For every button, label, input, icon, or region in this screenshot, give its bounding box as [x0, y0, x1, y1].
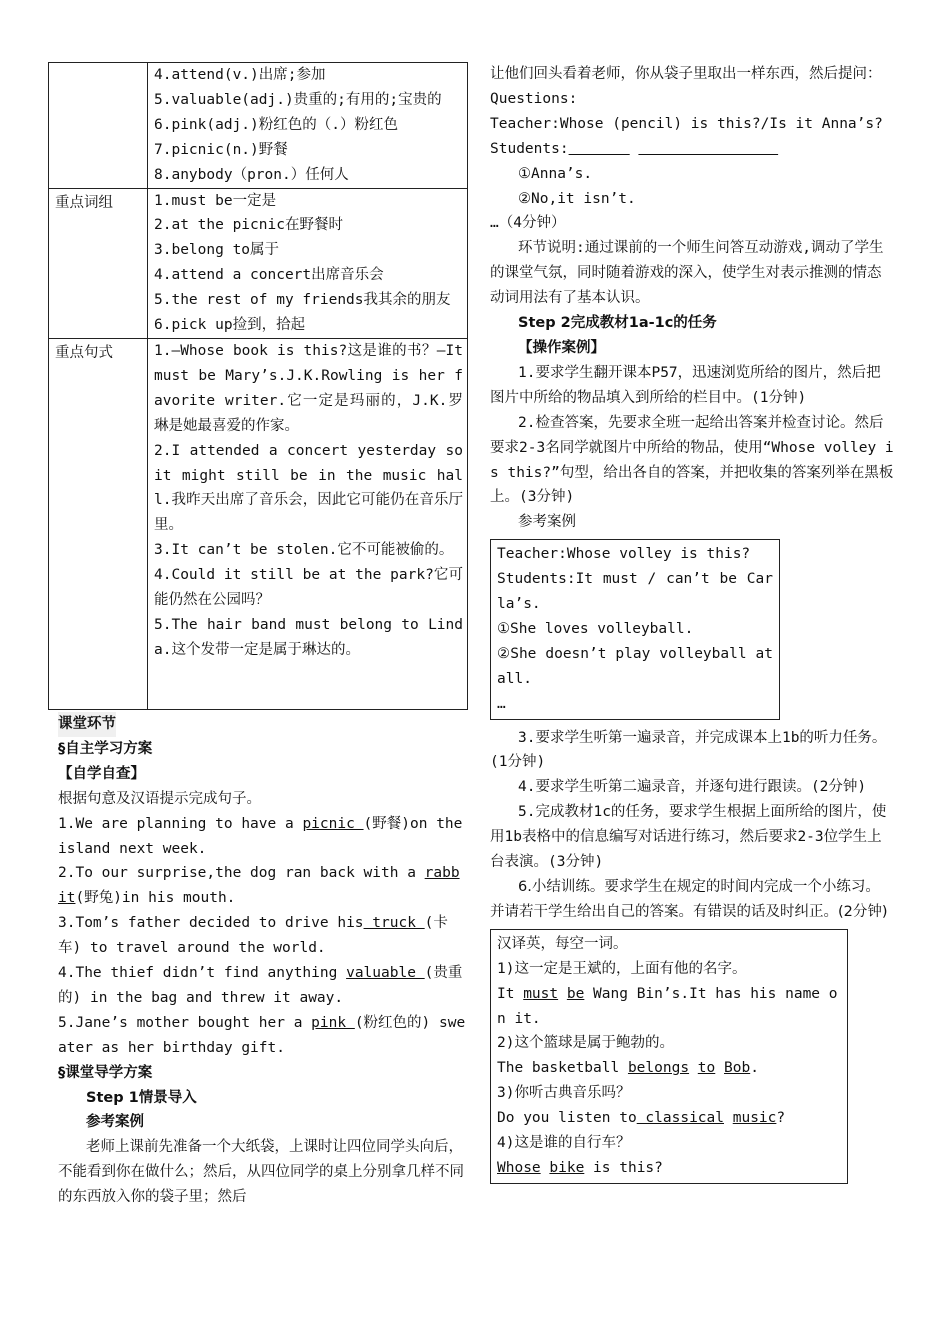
students-line	[490, 137, 894, 162]
list-item: 4.attend(v.)出席;参加	[154, 67, 326, 83]
answer-text: It	[497, 985, 524, 1002]
answer-blank: pink	[311, 1014, 355, 1031]
self-study-section	[48, 712, 472, 1210]
list-item: 1.must be一定是	[154, 192, 277, 209]
operation-case-label: 【操作案例】	[518, 339, 605, 356]
students-label: Students:	[490, 140, 569, 157]
exercise-answer	[497, 1156, 841, 1181]
answer-text: ?	[776, 1110, 786, 1127]
exercise-sentence	[58, 812, 472, 862]
step2-title: Step 2完成教材1a-1c的任务	[518, 315, 717, 332]
list-item: 8.anybody（pron.）任何人	[154, 166, 349, 183]
instruction: 根据句意及汉语提示完成句子。	[58, 790, 261, 807]
sentence-text: (贵重的) in the bag and threw it away.	[58, 965, 463, 1006]
list-item: 4.attend a concert出席音乐会	[154, 267, 384, 284]
sentence-text: 2.To our surprise,the dog ran back with a	[58, 865, 425, 882]
self-check-title: 【自学自查】	[58, 765, 145, 782]
exercise-answer	[497, 1056, 841, 1081]
exercise-question: 1)这一定是王斌的，上面有他的名字。	[497, 960, 747, 977]
answer-blank: truck	[363, 915, 425, 932]
answer-option: ①Anna’s.	[518, 165, 593, 182]
exercise-question: 3)你听古典音乐吗？	[497, 1085, 631, 1102]
list-item: 7.picnic(n.)野餐	[154, 141, 288, 158]
answer-blank: valuable	[346, 965, 425, 982]
answer-blank: belongs	[627, 1060, 690, 1077]
answer-blank: bike	[549, 1159, 585, 1176]
list-item: 3.belong to属于	[154, 242, 280, 259]
box-line: ②She doesn’t play volleyball at all.	[497, 645, 782, 687]
classroom-title: 课堂环节	[58, 712, 116, 737]
answer-blank	[569, 141, 630, 157]
list-item: 2.at the picnic在野餐时	[154, 217, 343, 234]
box-line: ①She loves volleyball.	[497, 620, 694, 637]
box-line: …	[497, 695, 506, 712]
answer-blank: classical	[636, 1110, 724, 1127]
list-item: 5.The hair band must belong to Linda.这个发带一定是属于琳达的。	[154, 616, 463, 658]
reference-example-box	[490, 539, 780, 719]
step1-title: Step 1情景导入	[86, 1089, 197, 1106]
exercise-answer	[497, 1106, 841, 1131]
exercise-sentence	[58, 961, 468, 1011]
time-note: …（4分钟）	[490, 215, 566, 232]
teacher-question: Teacher:Whose (pencil) is this?/Is it Anna’s?	[490, 115, 883, 132]
answer-blank: must	[523, 985, 559, 1002]
paragraph: 3.要求学生听第一遍录音，并完成课本上1b的听力任务。(1分钟)	[490, 729, 887, 771]
list-item: 2.I attended a concert yesterday so it might still be in the music hall.我昨天出席了音乐会，因此它可能仍在音乐厅里。	[154, 442, 472, 534]
paragraph: 4.要求学生听第二遍录音，并逐句进行跟读。(2分钟)	[518, 779, 867, 796]
reference-case-label: 参考案例	[518, 514, 576, 531]
answer-blank: be	[566, 985, 585, 1002]
answer-blank: to	[697, 1060, 716, 1077]
paragraph: 1.要求学生翻开课本P57，迅速浏览所给的图片，然后把图片中所给的物品填入到所给的栏目中。(1分钟)	[490, 364, 881, 406]
answer-blank: picnic	[302, 815, 364, 832]
exercise-question: 2)这个篮球是属于鲍勃的。	[497, 1035, 674, 1052]
exercise-answer	[497, 982, 841, 1032]
vocabulary-table	[48, 62, 472, 710]
guide-title: §课堂导学方案	[58, 1064, 153, 1081]
answer-text: .	[750, 1060, 759, 1077]
answer-text: is this?	[584, 1159, 663, 1176]
self-study-title: §自主学习方案	[58, 740, 153, 757]
answer-blank	[638, 141, 778, 157]
section-heading	[58, 712, 468, 737]
sentence-text: (粉红色的) sweater as her birthday gift.	[58, 1014, 466, 1056]
list-item: 5.valuable(adj.)贵重的;有用的;宝贵的	[154, 91, 442, 108]
list-item: 4.Could it still be at the park?它可能仍然在公园吗？	[154, 567, 463, 609]
exercise-title: 汉译英，每空一词。	[497, 935, 628, 952]
questions-label: Questions:	[490, 90, 578, 107]
box-line: Teacher:Whose volley is this?	[497, 546, 751, 563]
list-item: 5.the rest of my friends我其余的朋友	[154, 292, 451, 309]
table-content-cell	[148, 63, 468, 189]
right-column	[490, 62, 894, 1184]
answer-blank: rabbit	[58, 865, 460, 907]
sentence-text: 1.We are planning to have a	[58, 815, 303, 832]
paragraph: 让他们回头看着老师，你从袋子里取出一样东西，然后提问：	[490, 66, 882, 82]
exercise-sentence	[58, 1011, 468, 1061]
box-line: Students:It must / can’t be Carla’s.	[497, 571, 773, 613]
answer-blank: music	[732, 1110, 777, 1127]
list-item: 1.—Whose book is this?这是谁的书？—It must be Mary’s.J.K.Rowling is her favorite writer.它一定是玛丽的，J.K.罗琳是她最喜爱的作家。	[154, 342, 472, 434]
answer-blank: Bob	[724, 1060, 751, 1077]
paragraph: 5.完成教材1c的任务，要求学生根据上面所给的图片，使用1b表格中的信息编写对话进行练习，然后要求2-3位学生上台表演。(3分钟)	[490, 804, 887, 871]
table-row	[49, 188, 468, 338]
answer-text: The basketball	[497, 1060, 628, 1077]
exercise-sentence	[58, 911, 468, 961]
sentence-text: (野兔)in his mouth.	[75, 890, 236, 907]
list-item: 6.pink(adj.)粉红色的（.）粉红色	[154, 116, 398, 133]
exercise-sentence	[58, 861, 468, 911]
paragraph: 2.检查答案，先要求全班一起给出答案并检查讨论。然后要求2-3名同学就图片中所给的物品，使用“Whose volley is this?”句型，给出各自的答案，并把收集的答案列举在黑板上。(3分钟)	[490, 414, 894, 506]
exercise-question: 4)这是谁的自行车？	[497, 1135, 631, 1152]
answer-text: Do you listen to	[497, 1110, 637, 1127]
list-item: 6.pick up捡到，拾起	[154, 317, 306, 334]
table-content-cell	[148, 188, 468, 338]
answer-text: Wang Bin’s.It has his name on it.	[497, 985, 838, 1027]
left-column	[48, 62, 472, 1210]
paragraph	[490, 875, 894, 925]
table-content-cell	[148, 338, 472, 709]
table-label-cell: 重点句式	[49, 338, 148, 709]
table-label-cell: 重点词组	[49, 188, 148, 338]
sentence-text: 3.Tom’s father decided to drive his	[58, 915, 364, 932]
list-item: 3.It can’t be stolen.它不可能被偷的。	[154, 542, 454, 559]
translation-exercise-box	[490, 929, 848, 1184]
reference-case-label: 参考案例	[86, 1114, 144, 1131]
summary-training-text: 6.小结训练。要求学生在规定的时间内完成一个小练习。并请若干学生给出自己的答案。有错误的话及时纠正。(2分钟)	[490, 879, 888, 920]
table-row	[49, 338, 468, 709]
table-label-cell	[49, 63, 148, 189]
sentence-text: 5.Jane’s mother bought her a	[58, 1014, 312, 1031]
table-row	[49, 63, 468, 189]
sentence-text: (野餐)on the island next week.	[58, 815, 472, 857]
answer-blank: Whose	[497, 1159, 541, 1176]
paragraph: 老师上课前先准备一个大纸袋，上课时让四位同学头向后，不能看到你在做什么；然后，从四位同学的桌上分别拿几样不同的东西放入你的袋子里；然后	[58, 1139, 464, 1206]
answer-option: ②No,it isn’t.	[518, 190, 636, 207]
sentence-text: (卡车) to travel around the world.	[58, 915, 448, 957]
sentence-text: 4.The thief didn’t find anything	[58, 965, 347, 982]
paragraph: 环节说明:通过课前的一个师生问答互动游戏,调动了学生的课堂气氛，同时随着游戏的深入，使学生对表示推测的情态动词用法有了基本认识。	[490, 240, 884, 307]
